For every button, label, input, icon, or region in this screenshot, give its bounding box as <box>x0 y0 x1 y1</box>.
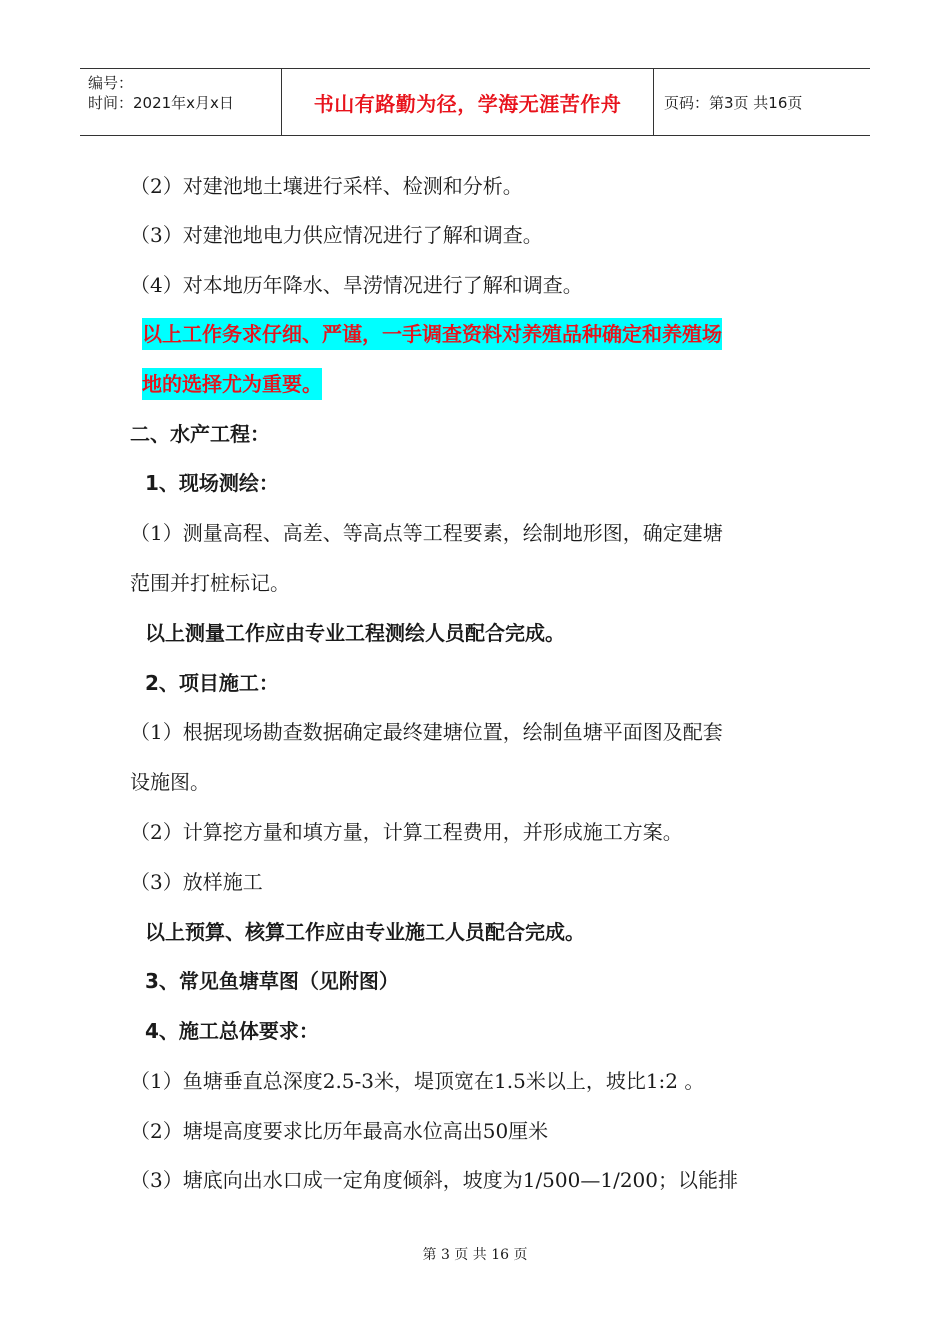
header-page-info-cell <box>654 69 870 135</box>
bold-note: 以上预算、核算工作应由专业施工人员配合完成。 <box>145 920 585 944</box>
bold-note: 以上测量工作应由专业工程测绘人员配合完成。 <box>145 621 565 645</box>
body-line: （3）放样施工 <box>130 870 263 894</box>
subsection-heading: 4、施工总体要求： <box>145 1019 319 1043</box>
body-line: （1）测量高程、高差、等高点等工程要素，绘制地形图，确定建塘 <box>130 521 723 545</box>
section-heading: 二、水产工程： <box>130 422 270 446</box>
body-line: （1）根据现场勘查数据确定最终建塘位置，绘制鱼塘平面图及配套 <box>130 720 723 744</box>
body-line: （2）对建池地土壤进行采样、检测和分析。 <box>130 174 523 198</box>
subsection-heading: 2、项目施工： <box>145 671 279 695</box>
header-meta <box>80 69 282 135</box>
subsection-heading: 3、常见鱼塘草图（见附图） <box>145 969 399 993</box>
body-line: 设施图。 <box>130 770 210 794</box>
body-line: （3）对建池地电力供应情况进行了解和调查。 <box>130 223 543 247</box>
body-line: （2）计算挖方量和填方量，计算工程费用，并形成施工方案。 <box>130 820 683 844</box>
document-header <box>80 68 870 136</box>
header-motto: 书山有路勤为径，学海无涯苦作舟 <box>313 91 622 116</box>
body-line: （4）对本地历年降水、旱涝情况进行了解和调查。 <box>130 273 583 297</box>
highlighted-note-line: 地的选择尤为重要。 <box>142 370 322 398</box>
subsection-heading: 1、现场测绘： <box>145 471 279 495</box>
document-number-label: 编号： <box>88 74 134 92</box>
highlighted-note-line: 以上工作务求仔细、严谨，一手调查资料对养殖品种确定和养殖场 <box>142 320 722 348</box>
header-page-info: 页码：第3页 共16页 <box>664 93 803 112</box>
header-motto-cell <box>282 69 654 135</box>
body-line: 范围并打桩标记。 <box>130 571 290 595</box>
document-time: 时间：2021年x月x日 <box>88 94 234 112</box>
body-line: （2）塘堤高度要求比历年最高水位高出50厘米 <box>130 1119 549 1143</box>
body-line: （1）鱼塘垂直总深度2.5-3米，堤顶宽在1.5米以上，坡比1:2 。 <box>130 1069 705 1093</box>
page-footer: 第 3 页 共 16 页 <box>422 1247 528 1263</box>
body-line: （3）塘底向出水口成一定角度倾斜，坡度为1/500—1/200；以能排 <box>130 1168 738 1192</box>
